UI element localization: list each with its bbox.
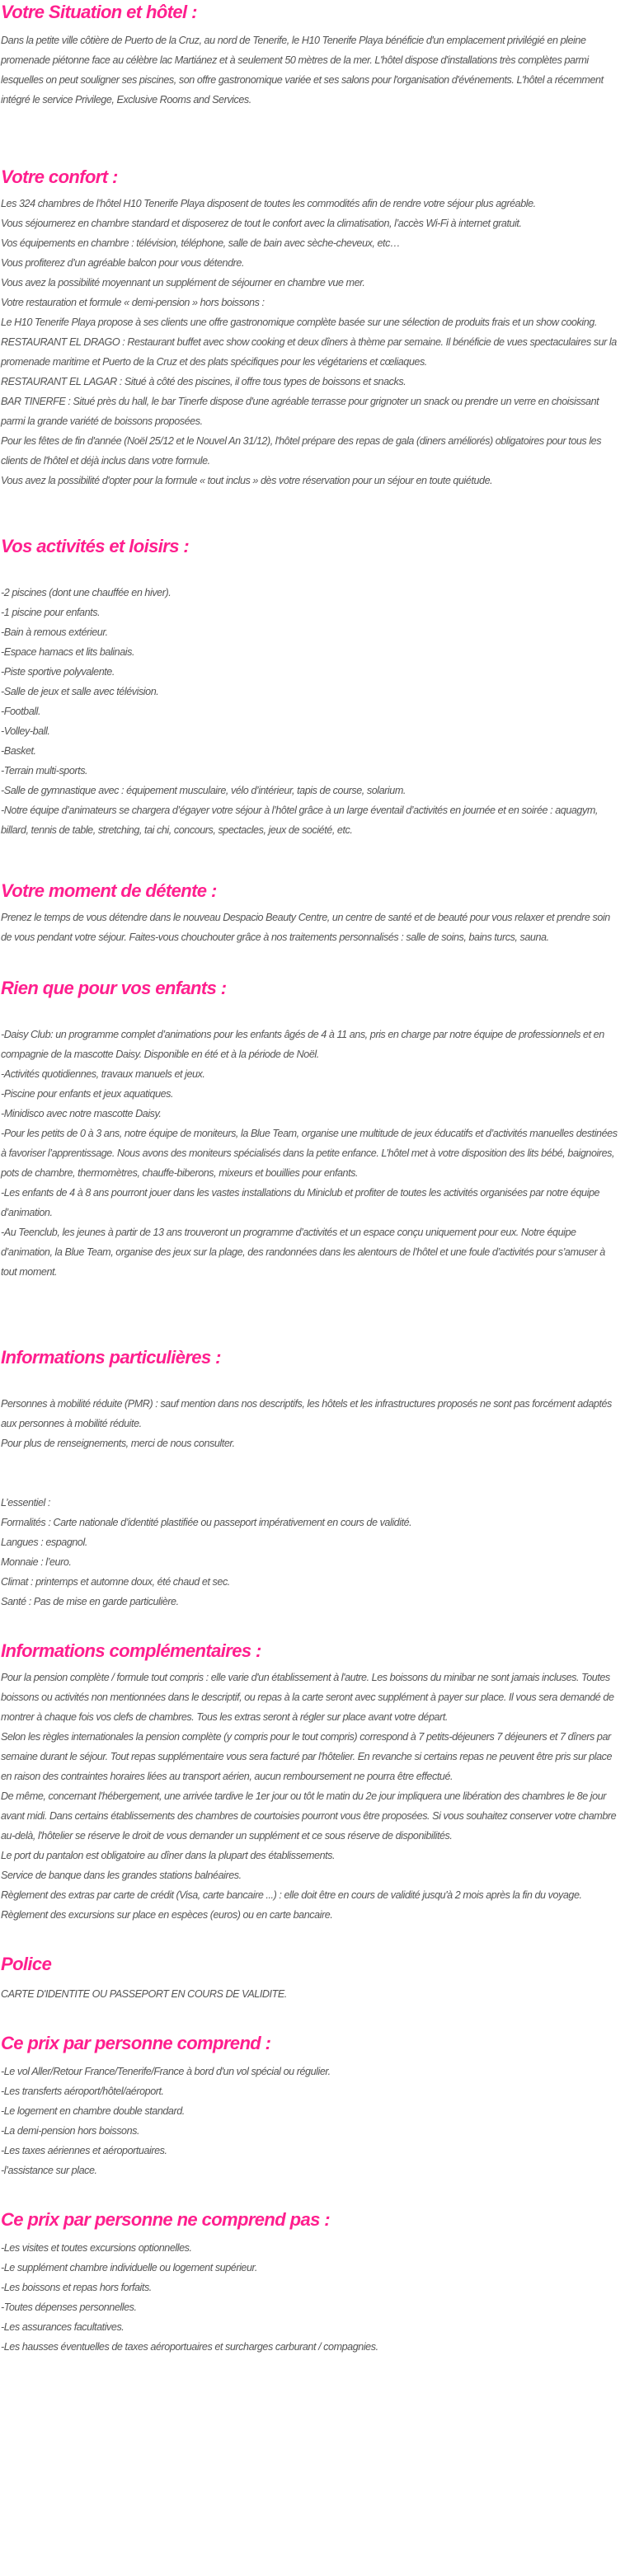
paragraph: BAR TINERFE : Situé près du hall, le bar Tinerfe dispose d'une agréable terrasse pour grignoter un snack ou prendre un verre en choisissant parmi la grande variété de boissons proposées. bbox=[1, 396, 599, 427]
section-situation bbox=[1, 0, 621, 110]
list-item: -Les taxes aériennes et aéroportuaires. bbox=[1, 2145, 167, 2156]
list-item: -Basket. bbox=[1, 745, 36, 757]
list-item: -l’assistance sur place. bbox=[1, 2165, 97, 2176]
essentials-monnaie: Monnaie : l’euro. bbox=[1, 1556, 72, 1568]
paragraph: Prenez le temps de vous détendre dans le nouveau Despacio Beauty Centre, un centre de santé et de beauté pour vous relaxer et prendre soin de vous pendant votre séjour. Faites-vous chouchouter grâce à nos traitements personnalisés : salle de soins, bains turcs, sauna. bbox=[1, 912, 610, 943]
list-item: -Bain à remous extérieur. bbox=[1, 626, 108, 638]
section-body bbox=[1, 563, 621, 860]
list-item: -Minidisco avec notre mascotte Daisy. bbox=[1, 1108, 162, 1119]
list-item: -Le vol Aller/Retour France/Tenerife/France à bord d'un vol spécial ou régulier. bbox=[1, 2066, 331, 2077]
section-police bbox=[1, 1953, 621, 2004]
list-item: -Les transferts aéroport/hôtel/aéroport. bbox=[1, 2086, 164, 2097]
list-item: -Salle de gymnastique avec : équipement musculaire, vélo d’intérieur, tapis de course, solarium. bbox=[1, 785, 406, 796]
paragraph: Vous profiterez d’un agréable balcon pour vous détendre. bbox=[1, 257, 244, 269]
section-body bbox=[1, 1984, 621, 2004]
section-confort bbox=[1, 166, 621, 490]
paragraph: Pour plus de renseignements, merci de nous consulter. bbox=[1, 1438, 235, 1449]
section-heading: Rien que pour vos enfants : bbox=[1, 978, 227, 998]
paragraph: Pour les fêtes de fin d'année (Noël 25/12 et le Nouvel An 31/12), l'hôtel prépare des repas de gala (diners améliorés) obligatoires pour tous les clients de l'hôtel et déjà inclus dans votre formule. bbox=[1, 435, 602, 467]
section-heading: Vos activités et loisirs : bbox=[1, 536, 190, 556]
list-item: -Football. bbox=[1, 706, 40, 717]
paragraph: Le H10 Tenerife Playa propose à ses clients une offre gastronomique complète basée sur une sélection de produits frais et un show cooking. bbox=[1, 317, 597, 328]
section-heading: Ce prix par personne ne comprend pas : bbox=[1, 2209, 330, 2230]
section-prix-comprend bbox=[1, 2032, 621, 2180]
section-body bbox=[1, 2062, 621, 2180]
list-item: -Piste sportive polyvalente. bbox=[1, 666, 115, 678]
blank-line bbox=[1, 1473, 621, 1493]
section-heading: Informations particulières : bbox=[1, 1347, 221, 1368]
list-item: -Espace hamacs et lits balinais. bbox=[1, 646, 134, 658]
paragraph: Personnes à mobilité réduite (PMR) : sauf mention dans nos descriptifs, les hôtels et les infrastructures proposés ne sont pas forcément adaptés aux personnes à mobilité réduite. bbox=[1, 1398, 612, 1429]
essentials-sante: Santé : Pas de mise en garde particulière. bbox=[1, 1596, 179, 1607]
list-item: -Daisy Club: un programme complet d’animations pour les enfants âgés de 4 à 11 ans, pris en charge par notre équipe de professionnels et en compagnie de la mascotte Daisy. Disponible en été et à la période de Noël. bbox=[1, 1029, 604, 1060]
paragraph: Le port du pantalon est obligatoire au dîner dans la plupart des établissements. bbox=[1, 1850, 336, 1861]
section-body bbox=[1, 1668, 621, 1925]
paragraph: Vous avez la possibilité moyennant un supplément de séjourner en chambre vue mer. bbox=[1, 277, 365, 289]
list-item: -Salle de jeux et salle avec télévision. bbox=[1, 686, 159, 697]
section-heading: Informations complémentaires : bbox=[1, 1640, 261, 1661]
list-item: -Les hausses éventuelles de taxes aéroportuaires et surcharges carburant / compagnies. bbox=[1, 2341, 378, 2353]
list-item: -Le logement en chambre double standard. bbox=[1, 2105, 185, 2117]
list-item: -Au Teenclub, les jeunes à partir de 13 ans trouveront un programme d’activités et un espace conçu uniquement pour eux. Notre équipe d’animation, la Blue Team, organise des jeux sur la plage, des randonnées dans les alentours de l’hôtel et une foule d’activités pour s’amuser à tout moment. bbox=[1, 1227, 605, 1278]
blank-line bbox=[1, 1453, 621, 1473]
section-heading: Votre moment de détente : bbox=[1, 880, 217, 901]
blank-line bbox=[1, 563, 621, 583]
blank-line bbox=[1, 1374, 621, 1394]
section-heading: Votre confort : bbox=[1, 167, 118, 187]
essentials-climat: Climat : printemps et automne doux, été chaud et sec. bbox=[1, 1576, 230, 1588]
essentials-formalites: Formalités : Carte nationale d’identité plastifiée ou passeport impérativement en cours de validité. bbox=[1, 1517, 412, 1528]
section-body bbox=[1, 1374, 621, 1612]
list-item: -La demi-pension hors boissons. bbox=[1, 2125, 140, 2137]
list-item: -Notre équipe d’animateurs se chargera d’égayer votre séjour à l’hôtel grâce à un large éventail d’activités en journée et en soirée : aquagym, billard, tennis de table, stretching, tai chi, concours, spectacles, jeux de société, etc. bbox=[1, 805, 598, 836]
paragraph: RESTAURANT EL LAGAR : Situé à côté des piscines, il offre tous types de boissons et snacks. bbox=[1, 376, 406, 387]
paragraph: Règlement des extras par carte de crédit (Visa, carte bancaire ...) : elle doit être en cours de validité jusqu'à 2 mois après la fin du voyage. bbox=[1, 1889, 582, 1901]
paragraph: Vos équipements en chambre : télévision, téléphone, salle de bain avec sèche-cheveux, etc… bbox=[1, 237, 401, 249]
paragraph: Votre restauration et formule « demi-pension » hors boissons : bbox=[1, 297, 265, 308]
section-heading: Police bbox=[1, 1954, 52, 1974]
list-item: -Piscine pour enfants et jeux aquatiques. bbox=[1, 1088, 174, 1100]
section-heading: Votre Situation et hôtel : bbox=[1, 2, 197, 22]
list-item: -Les visites et toutes excursions optionnelles. bbox=[1, 2242, 192, 2254]
paragraph: Les 324 chambres de l’hôtel H10 Tenerife Playa disposent de toutes les commodités afin de rendre votre séjour plus agréable. bbox=[1, 198, 536, 209]
paragraph: CARTE D'IDENTITE OU PASSEPORT EN COURS DE VALIDITE. bbox=[1, 1988, 287, 2000]
list-item: -Activités quotidiennes, travaux manuels et jeux. bbox=[1, 1068, 205, 1080]
paragraph: De même, concernant l'hébergement, une arrivée tardive le 1er jour ou tôt le matin du 2e jour impliquera une libération des chambres le 8e jour avant midi. Dans certains établissements des chambres de courtoisies pourront vous être proposées. Si vous souhaitez conserver votre chambre au-delà, l'hôtelier se réserve le droit de vous demander un supplément et ce sous réserve de disponibilités. bbox=[1, 1790, 617, 1842]
list-item: -Les enfants de 4 à 8 ans pourront jouer dans les vastes installations du Miniclub et profiter de toutes les activités organisées par notre équipe d’animation. bbox=[1, 1187, 600, 1218]
list-item: -1 piscine pour enfants. bbox=[1, 607, 101, 618]
paragraph: RESTAURANT EL DRAGO : Restaurant buffet avec show cooking et deux dîners à thème par semaine. Il bénéficie de vues spectaculaires sur la promenade maritime et Puerto de la Cruz et des plats spécifiques pour les végétariens et cœliaques. bbox=[1, 336, 617, 368]
essentials-heading: L’essentiel : bbox=[1, 1497, 50, 1509]
section-enfants bbox=[1, 977, 621, 1302]
blank-line bbox=[1, 840, 621, 860]
list-item: -Le supplément chambre individuelle ou logement supérieur. bbox=[1, 2262, 257, 2273]
list-item: -Toutes dépenses personnelles. bbox=[1, 2302, 137, 2313]
essentials-langues: Langues : espagnol. bbox=[1, 1537, 87, 1548]
section-detente bbox=[1, 880, 621, 947]
section-body bbox=[1, 194, 621, 490]
paragraph: Règlement des excursions sur place en espèces (euros) ou en carte bancaire. bbox=[1, 1909, 333, 1921]
list-item: -2 piscines (dont une chauffée en hiver). bbox=[1, 587, 172, 598]
paragraph: Dans la petite ville côtière de Puerto de la Cruz, au nord de Tenerife, le H10 Tenerife Playa bénéficie d'un emplacement privilégié en pleine promenade piétonne face au célèbre lac Martiánez et à seulement 50 mètres de la mer. L'hôtel dispose d'installations très complètes parmi lesquelles on peut souligner ses piscines, son offre gastronomique variée et ses salons pour l'organisation d'événements. L'hôtel a récemment intégré le service Privilege, Exclusive Rooms and Services. bbox=[1, 35, 604, 106]
paragraph: Service de banque dans les grandes stations balnéaires. bbox=[1, 1870, 242, 1881]
paragraph: Vous avez la possibilité d'opter pour la formule « tout inclus » dès votre réservation pour un séjour en toute quiétude. bbox=[1, 475, 493, 486]
section-body bbox=[1, 2238, 621, 2357]
list-item: -Volley-ball. bbox=[1, 725, 50, 737]
section-prix-ne-comprend bbox=[1, 2208, 621, 2357]
list-item: -Les assurances facultatives. bbox=[1, 2321, 125, 2333]
section-activites bbox=[1, 535, 621, 860]
section-body bbox=[1, 908, 621, 947]
blank-line bbox=[1, 1005, 621, 1025]
paragraph: Pour la pension complète / formule tout compris : elle varie d'un établissement à l'autre. Les boissons du minibar ne sont jamais incluses. Toutes boissons ou activités non mentionnées dans le descriptif, ou repas à la carte seront avec supplément à payer sur place. Il vous sera demandé de montrer à chaque fois vos clefs de chambres. Tous les extras seront à régler sur place avant votre départ. bbox=[1, 1672, 614, 1723]
list-item: -Les boissons et repas hors forfaits. bbox=[1, 2282, 152, 2293]
section-body bbox=[1, 30, 621, 110]
list-item: -Pour les petits de 0 à 3 ans, notre équipe de moniteurs, la Blue Team, organise une multitude de jeux éducatifs et d’activités manuelles destinées à favoriser l’apprentissage. Nous avons des moniteurs spécialisés dans la petite enfance. L’hôtel met à votre disposition des lits bébé, baignoires, pots de chambre, thermomètres, chauffe-biberons, mixeurs et bouillies pour enfants. bbox=[1, 1128, 618, 1179]
section-heading: Ce prix par personne comprend : bbox=[1, 2033, 271, 2053]
paragraph: Vous séjournerez en chambre standard et disposerez de tout le confort avec la climatisation, l’accès Wi-Fi à internet gratuit. bbox=[1, 218, 522, 229]
section-complementaires bbox=[1, 1640, 621, 1925]
blank-line bbox=[1, 1282, 621, 1302]
list-item: -Terrain multi-sports. bbox=[1, 765, 88, 777]
section-particulieres bbox=[1, 1346, 621, 1612]
paragraph: Selon les règles internationales la pension complète (y compris pour le tout compris) correspond à 7 petits-déjeuners 7 déjeuners et 7 dîners par semaine durant le séjour. Tout repas supplémentaire vous sera facturé par l'hôtelier. En revanche si certains repas ne peuvent être pris sur place en raison des contraintes horaires liées au transport aérien, aucun remboursement ne pourra être effectué. bbox=[1, 1731, 613, 1782]
section-body bbox=[1, 1005, 621, 1302]
